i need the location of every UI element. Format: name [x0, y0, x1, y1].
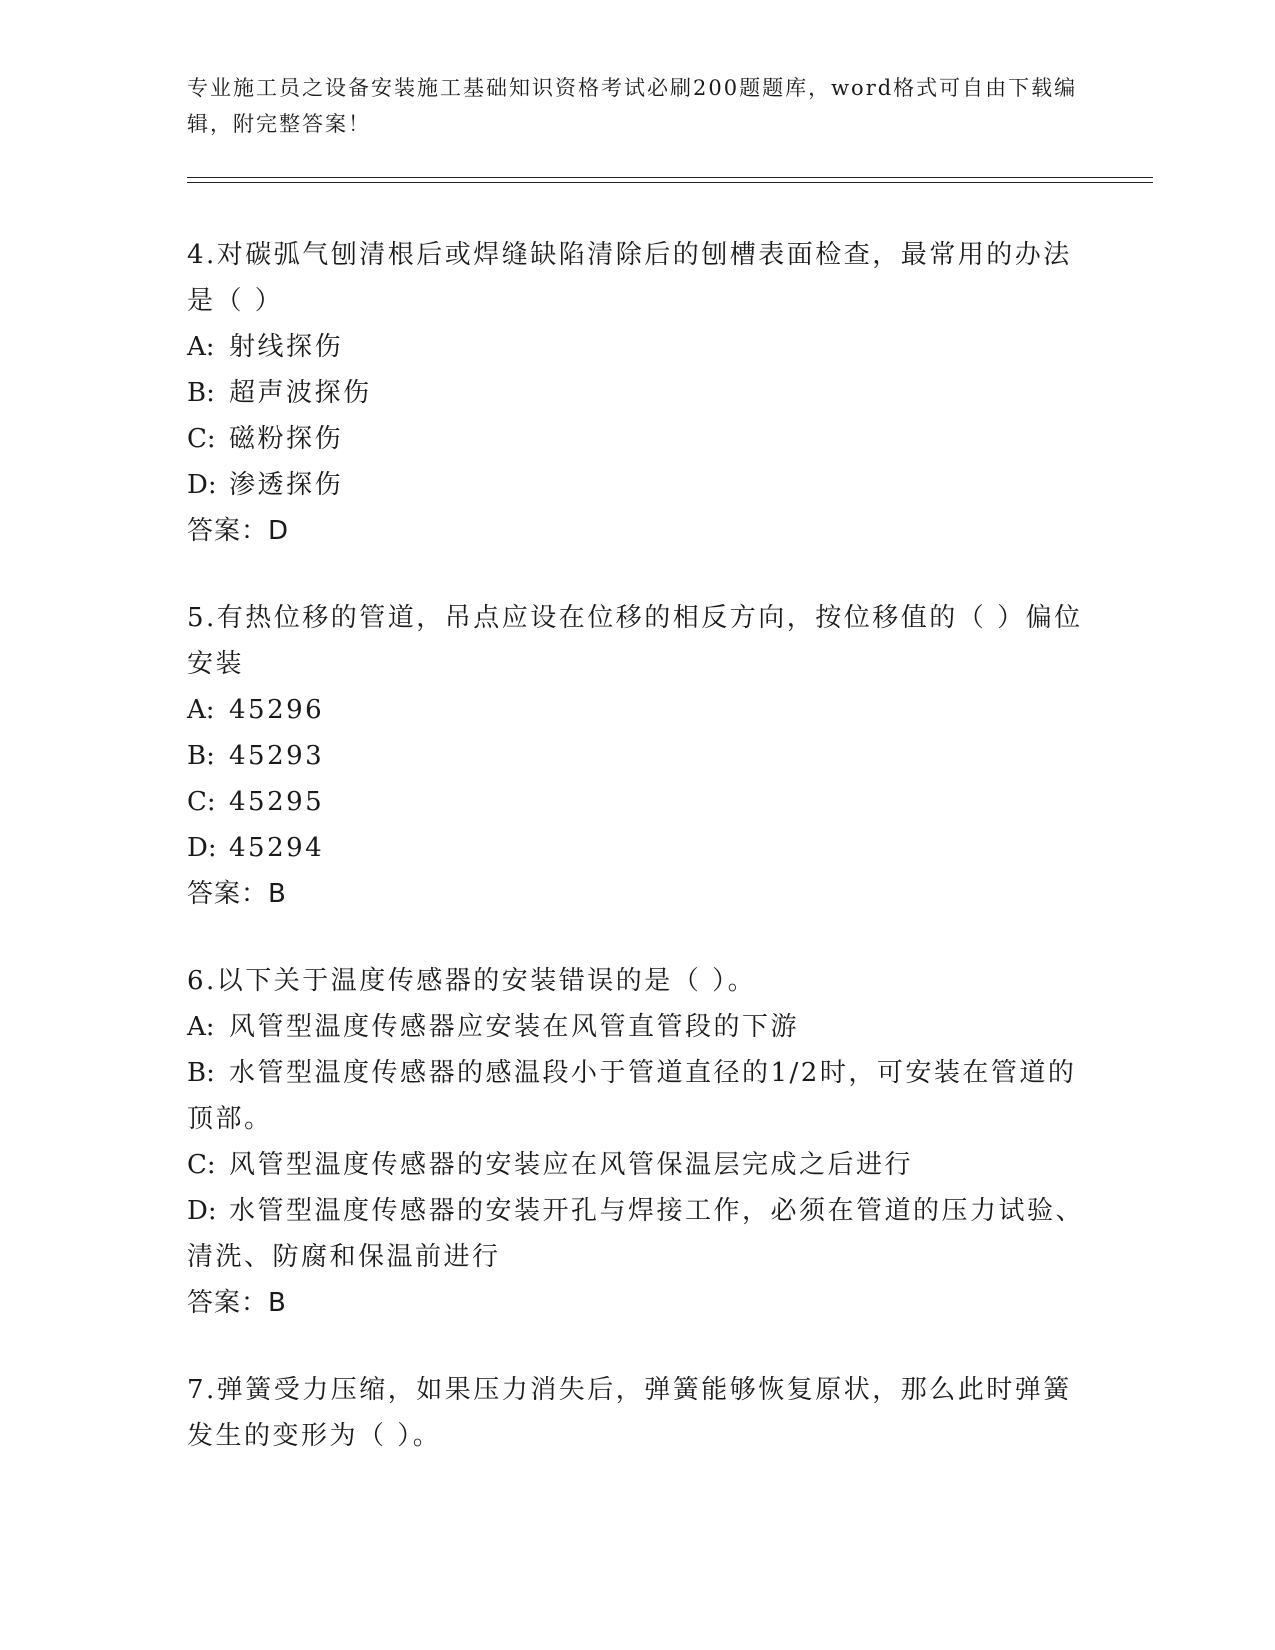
option-key: D: — [187, 1196, 217, 1226]
question-4 — [187, 232, 1087, 554]
option-text: 超声波探伤 — [229, 378, 372, 408]
document-header: 专业施工员之设备安装施工基础知识资格考试必刷200题题库，word格式可自由下载编辑，附完整答案！ — [187, 76, 1078, 136]
option-b — [187, 733, 1087, 779]
option-a — [187, 1004, 1087, 1050]
option-text: 45295 — [229, 787, 325, 817]
question-5 — [187, 595, 1087, 917]
question-stem: 5.有热位移的管道，吊点应设在位移的相反方向，按位移值的（ ）偏位安装 — [187, 603, 1083, 679]
option-a — [187, 687, 1087, 733]
option-key: D: — [187, 833, 217, 863]
answer-line: 答案：B — [187, 879, 287, 909]
option-text: 风管型温度传感器的安装应在风管保温层完成之后进行 — [229, 1150, 914, 1180]
option-text: 渗透探伤 — [229, 470, 344, 500]
question-stem: 4.对碳弧气刨清根后或焊缝缺陷清除后的刨槽表面检查，最常用的办法是（ ） — [187, 240, 1072, 316]
option-key: B: — [187, 378, 215, 408]
option-b — [187, 370, 1087, 416]
option-text: 水管型温度传感器的安装开孔与焊接工作，必须在管道的压力试验、清洗、防腐和保温前进行 — [187, 1196, 1085, 1272]
option-c — [187, 1142, 1087, 1188]
option-key: B: — [187, 1058, 215, 1088]
option-key: A: — [187, 695, 215, 725]
option-c — [187, 779, 1087, 825]
option-a — [187, 324, 1087, 370]
option-d — [187, 1188, 1087, 1280]
option-b — [187, 1050, 1087, 1142]
option-key: C: — [187, 1150, 216, 1180]
option-key: C: — [187, 787, 216, 817]
header-divider-top — [187, 177, 1153, 178]
question-stem: 6.以下关于温度传感器的安装错误的是（ ）。 — [187, 966, 757, 996]
answer-line: 答案：B — [187, 1288, 287, 1318]
question-stem: 7.弹簧受力压缩，如果压力消失后，弹簧能够恢复原状，那么此时弹簧发生的变形为（ ）。 — [187, 1375, 1072, 1451]
option-text: 射线探伤 — [229, 332, 344, 362]
question-6 — [187, 958, 1087, 1326]
option-d — [187, 825, 1087, 871]
option-key: A: — [187, 1012, 215, 1042]
answer-line: 答案：D — [187, 516, 290, 546]
question-7 — [187, 1367, 1087, 1459]
option-key: B: — [187, 741, 215, 771]
header-divider-bottom — [187, 182, 1153, 183]
option-key: A: — [187, 332, 215, 362]
option-text: 磁粉探伤 — [229, 424, 344, 454]
option-key: C: — [187, 424, 216, 454]
option-d — [187, 462, 1087, 508]
option-text: 水管型温度传感器的感温段小于管道直径的1/2时，可安装在管道的顶部。 — [187, 1058, 1077, 1134]
option-c — [187, 416, 1087, 462]
option-text: 45296 — [229, 695, 325, 725]
option-text: 45293 — [229, 741, 325, 771]
option-key: D: — [187, 470, 217, 500]
option-text: 风管型温度传感器应安装在风管直管段的下游 — [229, 1012, 800, 1042]
option-text: 45294 — [229, 833, 325, 863]
